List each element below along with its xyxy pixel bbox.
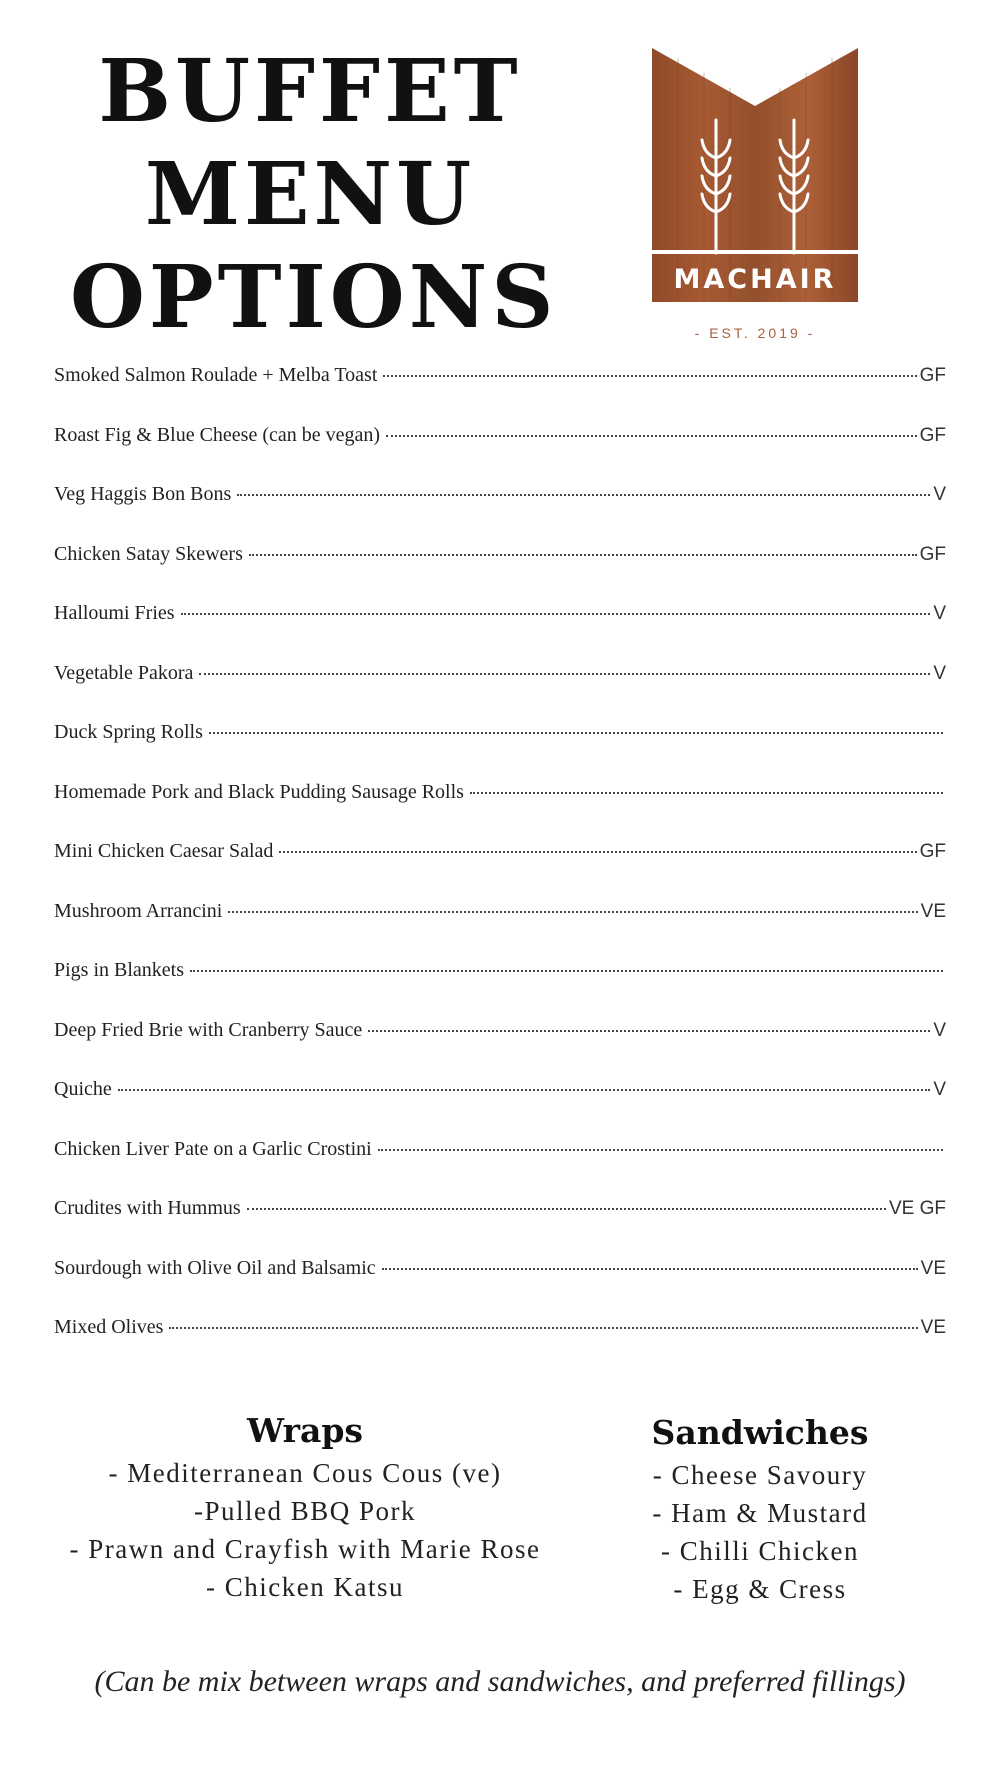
established-tagline: - EST. 2019 - bbox=[694, 325, 816, 341]
menu-item-name: Halloumi Fries bbox=[54, 602, 175, 624]
menu-item bbox=[54, 959, 946, 1019]
dietary-tag: GF bbox=[919, 424, 946, 446]
buffet-menu-list bbox=[54, 364, 946, 1376]
machair-logo bbox=[652, 48, 858, 302]
dietary-tag: GF bbox=[919, 365, 946, 386]
menu-item bbox=[54, 1316, 946, 1376]
menu-item-name: Veg Haggis Bon Bons bbox=[54, 483, 232, 505]
dot-leader bbox=[382, 1268, 918, 1270]
menu-title bbox=[70, 40, 558, 349]
sandwiches-title: Sandwiches bbox=[651, 1413, 869, 1452]
wrap-option: - Prawn and Crayfish with Marie Rose bbox=[69, 1534, 541, 1564]
wrap-option: - Chicken Katsu bbox=[206, 1572, 404, 1602]
dietary-tag: VE bbox=[920, 1257, 946, 1279]
dot-leader bbox=[190, 970, 943, 972]
dot-leader bbox=[279, 851, 916, 853]
sandwich-option: - Ham & Mustard bbox=[652, 1498, 868, 1528]
menu-item-name: Sourdough with Olive Oil and Balsamic bbox=[54, 1256, 376, 1279]
menu-item-name: Chicken Liver Pate on a Garlic Crostini bbox=[54, 1137, 372, 1160]
menu-item-name: Quiche bbox=[54, 1078, 112, 1100]
dot-leader bbox=[209, 732, 943, 734]
dot-leader bbox=[386, 435, 917, 437]
sandwich-option: - Chilli Chicken bbox=[661, 1536, 859, 1566]
wraps-title: Wraps bbox=[247, 1411, 363, 1450]
dot-leader bbox=[199, 673, 930, 675]
menu-item bbox=[54, 602, 946, 662]
dot-leader bbox=[247, 1208, 886, 1210]
dot-leader bbox=[228, 911, 917, 913]
menu-item bbox=[54, 1019, 946, 1079]
menu-item bbox=[54, 721, 946, 781]
menu-item-name: Deep Fried Brie with Cranberry Sauce bbox=[54, 1018, 363, 1041]
menu-item bbox=[54, 840, 946, 900]
dot-leader bbox=[470, 792, 943, 794]
title-line-1: BUFFET bbox=[98, 41, 522, 142]
menu-item bbox=[54, 543, 946, 603]
menu-item bbox=[54, 900, 946, 960]
dietary-tag: V bbox=[933, 1079, 946, 1100]
menu-item-name: Mushroom Arrancini bbox=[54, 899, 223, 922]
dot-leader bbox=[368, 1030, 930, 1032]
dietary-tag: VE GF bbox=[888, 1198, 946, 1219]
menu-item bbox=[54, 1197, 946, 1257]
wrap-option: - Mediterranean Cous Cous (ve) bbox=[108, 1458, 502, 1488]
wrap-option: -Pulled BBQ Pork bbox=[193, 1496, 417, 1526]
menu-item-name: Roast Fig & Blue Cheese (can be vegan) bbox=[54, 423, 381, 446]
dot-leader bbox=[249, 554, 917, 556]
footer-note: (Can be mix between wraps and sandwiches, and preferred fillings) bbox=[94, 1665, 906, 1698]
menu-item bbox=[54, 1138, 946, 1198]
dot-leader bbox=[169, 1327, 917, 1329]
title-line-3: OPTIONS bbox=[70, 247, 558, 348]
dietary-tag: VE bbox=[920, 900, 946, 922]
sandwich-option: - Egg & Cress bbox=[673, 1574, 847, 1604]
dot-leader bbox=[118, 1089, 931, 1091]
menu-item bbox=[54, 781, 946, 841]
dietary-tag: V bbox=[933, 603, 946, 624]
dietary-tag: V bbox=[933, 484, 946, 505]
sandwiches-section bbox=[600, 1410, 920, 1608]
dietary-tag: VE bbox=[920, 1317, 946, 1338]
menu-item-name: Duck Spring Rolls bbox=[54, 721, 203, 743]
wraps-section bbox=[30, 1408, 580, 1606]
menu-item-name: Crudites with Hummus bbox=[54, 1197, 241, 1219]
menu-item-name: Vegetable Pakora bbox=[54, 661, 194, 684]
logo-wordmark: MACHAIR bbox=[673, 264, 837, 295]
menu-item-name: Mixed Olives bbox=[54, 1316, 164, 1338]
dot-leader bbox=[383, 375, 916, 377]
title-line-2: MENU bbox=[144, 144, 476, 245]
menu-item-name: Pigs in Blankets bbox=[54, 959, 185, 981]
menu-item bbox=[54, 662, 946, 722]
sandwich-option: - Cheese Savoury bbox=[652, 1460, 868, 1490]
dot-leader bbox=[181, 613, 931, 615]
menu-item-name: Chicken Satay Skewers bbox=[54, 542, 243, 565]
menu-item bbox=[54, 364, 946, 424]
dietary-tag: GF bbox=[919, 841, 946, 862]
menu-item-name: Mini Chicken Caesar Salad bbox=[54, 840, 274, 862]
dietary-tag: V bbox=[933, 1019, 946, 1041]
menu-item bbox=[54, 1257, 946, 1317]
menu-item bbox=[54, 483, 946, 543]
menu-item bbox=[54, 424, 946, 484]
dot-leader bbox=[378, 1149, 943, 1151]
menu-item-name: Smoked Salmon Roulade + Melba Toast bbox=[54, 364, 378, 386]
dietary-tag: GF bbox=[919, 543, 946, 565]
dot-leader bbox=[237, 494, 930, 496]
menu-item bbox=[54, 1078, 946, 1138]
dietary-tag: V bbox=[933, 662, 946, 684]
menu-item-name: Homemade Pork and Black Pudding Sausage Rolls bbox=[54, 780, 464, 803]
